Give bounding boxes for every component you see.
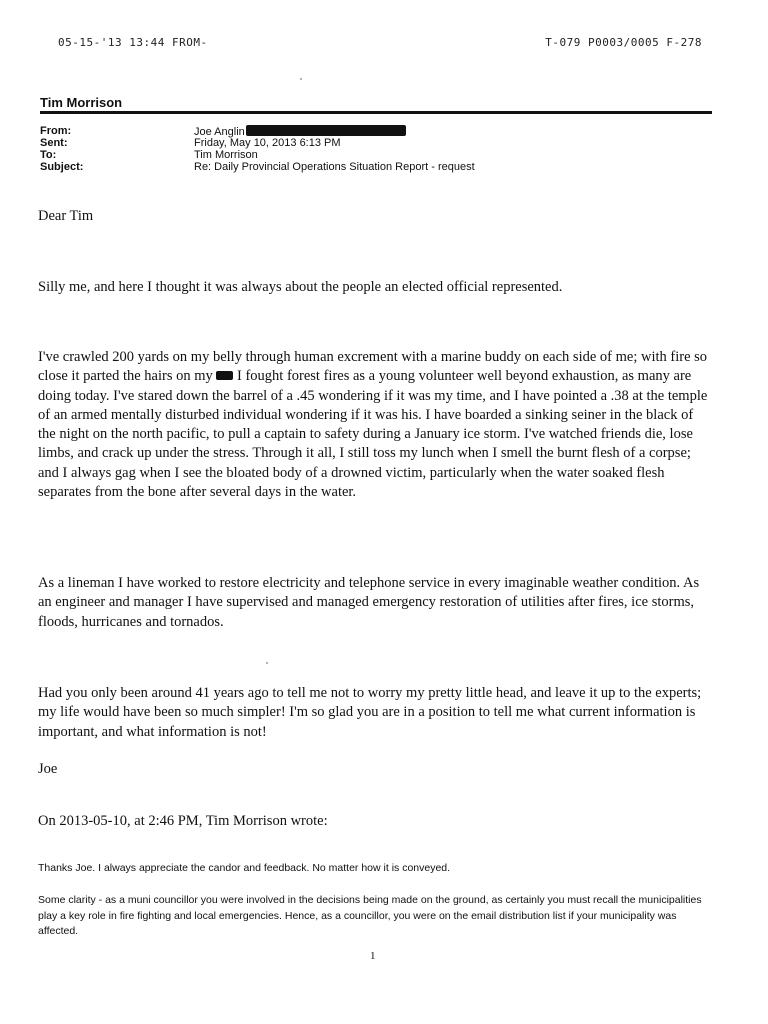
from-value: Joe Anglin: [194, 126, 245, 138]
fax-header: [58, 36, 702, 52]
paragraph-1: Silly me, and here I thought it was always about the people an elected official represented.: [38, 279, 563, 295]
quote-header: On 2013-05-10, at 2:46 PM, Tim Morrison wrote:: [38, 813, 328, 829]
fax-header-left: 05-15-'13 13:44 FROM-: [58, 36, 208, 49]
subject-value: Re: Daily Provincial Operations Situation Report - request: [194, 161, 475, 173]
to-label: To:: [40, 149, 57, 161]
salutation: Dear Tim: [38, 208, 94, 224]
reply-paragraph-1: Thanks Joe. I always appreciate the candor and feedback. No matter how it is conveyed.: [38, 862, 451, 874]
sent-label: Sent:: [40, 137, 68, 149]
fax-header-right: T-079 P0003/0005 F-278: [545, 36, 702, 49]
paragraph-2-part-1: I've crawled 200 yards on my belly through human excrement with a marine buddy on each side of me; with fire so close it parted the hairs on my: [38, 349, 708, 385]
scan-speck: [300, 78, 302, 80]
subject-label: Subject:: [40, 161, 84, 173]
paragraph-3: As a lineman I have worked to restore electricity and telephone service in every imaginable weather condition. As an engineer and manager I have supervised and managed emergency restoration of utilities after fires, ice storms, floods, hurricanes and tornados.: [38, 575, 700, 630]
page-number: 1: [370, 950, 376, 962]
paragraph-4: Had you only been around 41 years ago to tell me not to worry my pretty little head, and leave it up to the experts; my life would have been so much simpler! I'm so glad you are in a position to tell me what current information is important, and what information is not!: [38, 685, 702, 740]
header-divider: [40, 111, 712, 114]
from-label: From:: [40, 125, 72, 137]
scan-speck: [266, 662, 268, 664]
redaction-mark: [216, 371, 233, 380]
sent-value: Friday, May 10, 2013 6:13 PM: [194, 137, 341, 149]
paragraph-2: [38, 348, 710, 502]
to-value: Tim Morrison: [194, 149, 258, 161]
reply-paragraph-2: Some clarity - as a muni councillor you were involved in the decisions being made on the ground, as certainly you must recall the municipalities play a key role in fire fighting and local emergencies. Hence, as a councillor, you were on the email distribution list if your municipality was affected.: [38, 894, 702, 937]
paragraph-2-part-2: I fought forest fires as a young volunteer well beyond exhaustion, as many are doing today. I've stared down the barrel of a .45 wondering if it was my time, and I have pointed a .38 at the temple of an armed mentally disturbed individual wondering if it was his. I have boarded a sinking seiner in the black of the night on the north pacific, to pull a captain to safety during a January ice storm. I've watched friends die, lose limbs, and crack up under the stress. Through it all, I still toss my lunch when I smell the burnt flesh of a corpse; and I always gag when I see the bloated body of a drowned victim, particularly when the water soaked flesh separates from the bone after several days in the water.: [38, 368, 708, 501]
redacted-email-address: [246, 125, 406, 136]
signature: Joe: [38, 761, 58, 777]
recipient-name: Tim Morrison: [40, 95, 123, 110]
